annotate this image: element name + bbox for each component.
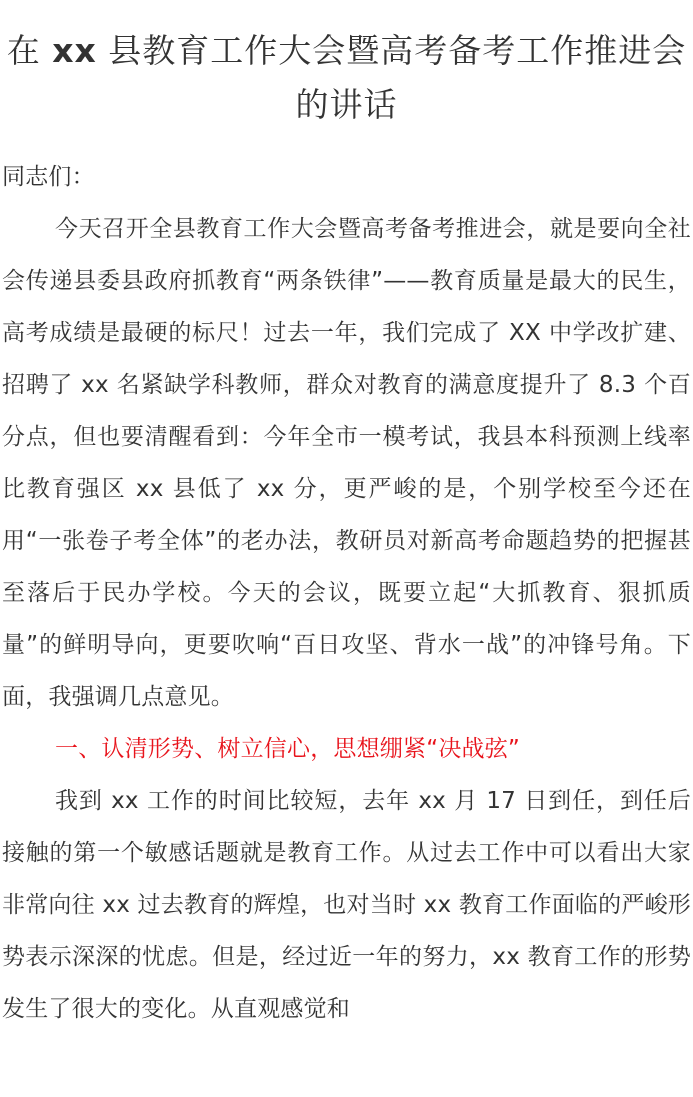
document-title <box>0 0 693 132</box>
body-paragraph: 我到 xx 工作的时间比较短，去年 xx 月 17 日到任，到任后接触的第一个敏感话题就是教育工作。从过去工作中可以看出大家非常向往 xx 过去教育的辉煌，也对当时 xx 教育工作面临的严峻形势表示深深的忧虑。但是，经过近一年的努力，xx 教育工作的形势发生了很大的变化。从直观感觉和 <box>2 788 691 1022</box>
document-body <box>0 151 693 1035</box>
title-county-placeholder: xx <box>52 31 97 70</box>
section-heading: 一、认清形势、树立信心，思想绷紧“决战弦” <box>55 736 521 762</box>
title-prefix: 在 <box>6 31 53 70</box>
opening-paragraph: 今天召开全县教育工作大会暨高考备考推进会，就是要向全社会传递县委县政府抓教育“两条铁律”——教育质量是最大的民生，高考成绩是最硬的标尺！过去一年，我们完成了 XX 中学改扩建、招聘了 xx 名紧缺学科教师，群众对教育的满意度提升了 8.3 个百分点，但也要清醒看到：今年全市一模考试，我县本科预测上线率比教育强区 xx 县低了 xx 分，更严峻的是，个别学校至今还在用“一张卷子考全体”的老办法，教研员对新高考命题趋势的把握甚至落后于民办学校。今天的会议，既要立起“大抓教育、狠抓质量”的鲜明导向，更要吹响“百日攻坚、背水一战”的冲锋号角。下面，我强调几点意见。 <box>2 216 691 710</box>
salutation: 同志们： <box>2 164 95 190</box>
title-suffix: 县教育工作大会暨高考备考工作推进会的讲话 <box>96 31 687 124</box>
